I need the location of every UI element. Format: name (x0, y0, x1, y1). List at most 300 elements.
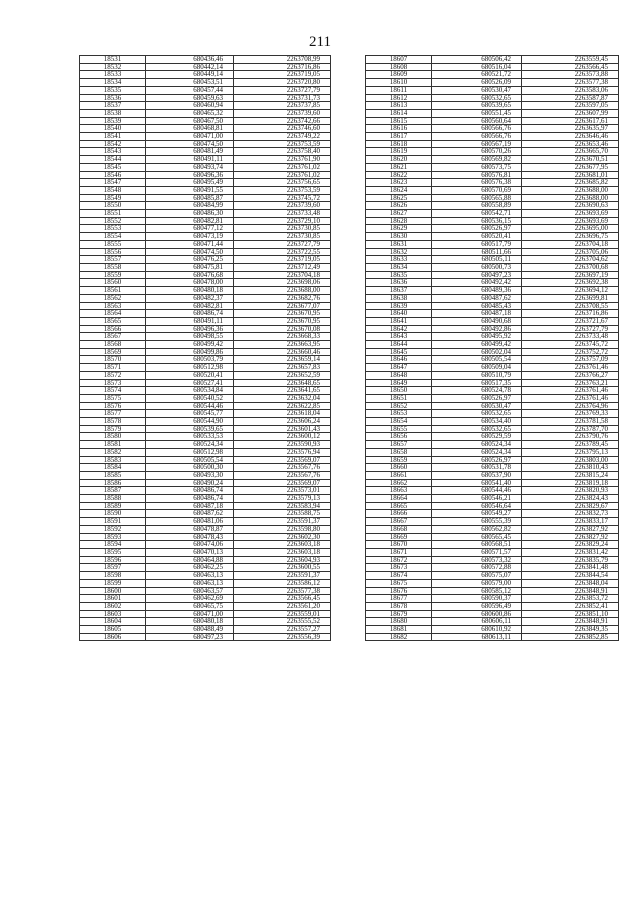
x-coordinate-cell: 680490,24 (146, 479, 234, 487)
y-coordinate-cell: 2263590,93 (234, 441, 331, 449)
x-coordinate-cell: 680524,34 (432, 448, 522, 456)
point-number-cell: 18557 (80, 256, 146, 264)
table-row (366, 572, 619, 580)
point-number-cell: 18582 (80, 448, 146, 456)
x-coordinate-cell: 680551,45 (432, 109, 522, 117)
y-coordinate-cell: 2263567,76 (234, 471, 331, 479)
table-row (80, 464, 331, 472)
y-coordinate-cell: 2263753,59 (234, 186, 331, 194)
point-number-cell: 18656 (366, 433, 432, 441)
x-coordinate-cell: 680532,65 (432, 94, 522, 102)
x-coordinate-cell: 680576,38 (432, 179, 522, 187)
table-row (80, 525, 331, 533)
x-coordinate-cell: 680541,40 (432, 479, 522, 487)
table-row (80, 333, 331, 341)
table-row (80, 549, 331, 557)
point-number-cell: 18644 (366, 341, 432, 349)
x-coordinate-cell: 680463,13 (146, 579, 234, 587)
y-coordinate-cell: 2263668,33 (234, 333, 331, 341)
y-coordinate-cell: 2263819,18 (522, 479, 619, 487)
point-number-cell: 18597 (80, 564, 146, 572)
point-number-cell: 18674 (366, 572, 432, 580)
x-coordinate-cell: 680575,07 (432, 572, 522, 580)
y-coordinate-cell: 2263827,92 (522, 525, 619, 533)
x-coordinate-cell: 680532,65 (432, 425, 522, 433)
point-number-cell: 18668 (366, 525, 432, 533)
y-coordinate-cell: 2263588,75 (234, 510, 331, 518)
point-number-cell: 18574 (80, 387, 146, 395)
x-coordinate-cell: 680500,73 (432, 263, 522, 271)
point-number-cell: 18621 (366, 163, 432, 171)
point-number-cell: 18550 (80, 202, 146, 210)
x-coordinate-cell: 680467,50 (146, 117, 234, 125)
table-row (80, 294, 331, 302)
x-coordinate-cell: 680476,25 (146, 256, 234, 264)
point-number-cell: 18531 (80, 56, 146, 64)
x-coordinate-cell: 680496,36 (146, 325, 234, 333)
y-coordinate-cell: 2263569,07 (234, 456, 331, 464)
point-number-cell: 18654 (366, 418, 432, 426)
y-coordinate-cell: 2263603,18 (234, 549, 331, 557)
point-number-cell: 18637 (366, 287, 432, 295)
point-number-cell: 18670 (366, 541, 432, 549)
point-number-cell: 18540 (80, 125, 146, 133)
table-row (366, 109, 619, 117)
table-row (366, 171, 619, 179)
point-number-cell: 18681 (366, 626, 432, 634)
y-coordinate-cell: 2263688,00 (234, 287, 331, 295)
y-coordinate-cell: 2263573,01 (234, 487, 331, 495)
x-coordinate-cell: 680491,11 (146, 317, 234, 325)
x-coordinate-cell: 680497,23 (432, 271, 522, 279)
x-coordinate-cell: 680572,88 (432, 564, 522, 572)
point-number-cell: 18643 (366, 333, 432, 341)
point-number-cell: 18588 (80, 495, 146, 503)
point-number-cell: 18555 (80, 240, 146, 248)
x-coordinate-cell: 680570,69 (432, 186, 522, 194)
y-coordinate-cell: 2263670,08 (234, 325, 331, 333)
table-row (80, 410, 331, 418)
y-coordinate-cell: 2263824,43 (522, 495, 619, 503)
y-coordinate-cell: 2263561,20 (234, 602, 331, 610)
table-row (80, 310, 331, 318)
table-row (366, 356, 619, 364)
y-coordinate-cell: 2263690,63 (522, 202, 619, 210)
table-row (366, 394, 619, 402)
y-coordinate-cell: 2263663,95 (234, 341, 331, 349)
point-number-cell: 18629 (366, 225, 432, 233)
point-number-cell: 18673 (366, 564, 432, 572)
y-coordinate-cell: 2263720,80 (234, 79, 331, 87)
table-row (80, 433, 331, 441)
x-coordinate-cell: 680568,51 (432, 541, 522, 549)
point-number-cell: 18575 (80, 394, 146, 402)
x-coordinate-cell: 680463,57 (146, 587, 234, 595)
table-row (366, 556, 619, 564)
table-row (80, 210, 331, 218)
table-row (80, 225, 331, 233)
table-row (366, 495, 619, 503)
x-coordinate-cell: 680566,76 (432, 133, 522, 141)
x-coordinate-cell: 680482,81 (146, 217, 234, 225)
y-coordinate-cell: 2263569,07 (234, 479, 331, 487)
table-row (366, 125, 619, 133)
y-coordinate-cell: 2263618,04 (234, 410, 331, 418)
point-number-cell: 18678 (366, 602, 432, 610)
x-coordinate-cell: 680517,35 (432, 379, 522, 387)
x-coordinate-cell: 680565,45 (432, 533, 522, 541)
table-row (80, 79, 331, 87)
x-coordinate-cell: 680484,99 (146, 202, 234, 210)
x-coordinate-cell: 680493,30 (146, 471, 234, 479)
y-coordinate-cell: 2263781,58 (522, 418, 619, 426)
table-row (80, 572, 331, 580)
y-coordinate-cell: 2263719,05 (234, 256, 331, 264)
x-coordinate-cell: 680505,54 (432, 356, 522, 364)
x-coordinate-cell: 680442,14 (146, 63, 234, 71)
y-coordinate-cell: 2263694,12 (522, 287, 619, 295)
point-number-cell: 18563 (80, 302, 146, 310)
y-coordinate-cell: 2263746,60 (234, 125, 331, 133)
point-number-cell: 18532 (80, 63, 146, 71)
table-row (80, 148, 331, 156)
point-number-cell: 18558 (80, 263, 146, 271)
x-coordinate-cell: 680497,23 (146, 633, 234, 641)
x-coordinate-cell: 680571,57 (432, 549, 522, 557)
x-coordinate-cell: 680476,68 (146, 271, 234, 279)
point-number-cell: 18606 (80, 633, 146, 641)
point-number-cell: 18546 (80, 171, 146, 179)
point-number-cell: 18547 (80, 179, 146, 187)
x-coordinate-cell: 680566,76 (432, 125, 522, 133)
x-coordinate-cell: 680485,87 (146, 194, 234, 202)
point-number-cell: 18565 (80, 317, 146, 325)
y-coordinate-cell: 2263576,94 (234, 448, 331, 456)
x-coordinate-cell: 680509,04 (432, 364, 522, 372)
table-row (366, 310, 619, 318)
table-row (366, 502, 619, 510)
table-row (80, 626, 331, 634)
y-coordinate-cell: 2263742,66 (234, 117, 331, 125)
y-coordinate-cell: 2263557,27 (234, 626, 331, 634)
point-number-cell: 18578 (80, 418, 146, 426)
point-number-cell: 18589 (80, 502, 146, 510)
table-row (80, 510, 331, 518)
y-coordinate-cell: 2263693,69 (522, 210, 619, 218)
y-coordinate-cell: 2263722,55 (234, 248, 331, 256)
table-row (366, 294, 619, 302)
x-coordinate-cell: 680570,26 (432, 148, 522, 156)
y-coordinate-cell: 2263652,59 (234, 371, 331, 379)
table-row (366, 626, 619, 634)
table-row (80, 487, 331, 495)
table-row (366, 433, 619, 441)
x-coordinate-cell: 680534,84 (146, 387, 234, 395)
table-row (366, 518, 619, 526)
table-row (366, 633, 619, 641)
y-coordinate-cell: 2263695,00 (522, 225, 619, 233)
point-number-cell: 18619 (366, 148, 432, 156)
x-coordinate-cell: 680471,00 (146, 610, 234, 618)
point-number-cell: 18630 (366, 233, 432, 241)
x-coordinate-cell: 680526,97 (432, 394, 522, 402)
table-row (366, 79, 619, 87)
y-coordinate-cell: 2263832,73 (522, 510, 619, 518)
table-row (366, 202, 619, 210)
coordinates-table-right (365, 55, 619, 641)
x-coordinate-cell: 680600,86 (432, 610, 522, 618)
y-coordinate-cell: 2263600,12 (234, 433, 331, 441)
point-number-cell: 18631 (366, 240, 432, 248)
point-number-cell: 18554 (80, 233, 146, 241)
x-coordinate-cell: 680544,46 (432, 487, 522, 495)
point-number-cell: 18666 (366, 510, 432, 518)
x-coordinate-cell: 680558,89 (432, 202, 522, 210)
y-coordinate-cell: 2263555,52 (234, 618, 331, 626)
y-coordinate-cell: 2263848,91 (522, 618, 619, 626)
point-number-cell: 18579 (80, 425, 146, 433)
x-coordinate-cell: 680516,04 (432, 63, 522, 71)
x-coordinate-cell: 680477,12 (146, 225, 234, 233)
y-coordinate-cell: 2263635,97 (522, 125, 619, 133)
y-coordinate-cell: 2263731,73 (234, 94, 331, 102)
point-number-cell: 18543 (80, 148, 146, 156)
table-row (80, 418, 331, 426)
y-coordinate-cell: 2263603,18 (234, 541, 331, 549)
y-coordinate-cell: 2263700,68 (522, 263, 619, 271)
point-number-cell: 18679 (366, 610, 432, 618)
x-coordinate-cell: 680590,37 (432, 595, 522, 603)
y-coordinate-cell: 2263841,48 (522, 564, 619, 572)
table-row (80, 610, 331, 618)
table-row (80, 387, 331, 395)
table-row (366, 371, 619, 379)
x-coordinate-cell: 680537,90 (432, 471, 522, 479)
point-number-cell: 18577 (80, 410, 146, 418)
table-row (366, 602, 619, 610)
table-row (80, 233, 331, 241)
point-number-cell: 18581 (80, 441, 146, 449)
x-coordinate-cell: 680474,50 (146, 248, 234, 256)
point-number-cell: 18618 (366, 140, 432, 148)
x-coordinate-cell: 680512,98 (146, 448, 234, 456)
y-coordinate-cell: 2263753,59 (234, 140, 331, 148)
table-row (366, 94, 619, 102)
x-coordinate-cell: 680569,82 (432, 156, 522, 164)
x-coordinate-cell: 680530,47 (432, 86, 522, 94)
x-coordinate-cell: 680542,71 (432, 210, 522, 218)
x-coordinate-cell: 680530,47 (432, 402, 522, 410)
x-coordinate-cell: 680487,62 (146, 510, 234, 518)
x-coordinate-cell: 680549,27 (432, 510, 522, 518)
x-coordinate-cell: 680462,69 (146, 595, 234, 603)
point-number-cell: 18549 (80, 194, 146, 202)
y-coordinate-cell: 2263586,12 (234, 579, 331, 587)
y-coordinate-cell: 2263833,17 (522, 518, 619, 526)
y-coordinate-cell: 2263795,13 (522, 448, 619, 456)
y-coordinate-cell: 2263696,75 (522, 233, 619, 241)
x-coordinate-cell: 680457,44 (146, 86, 234, 94)
y-coordinate-cell: 2263579,13 (234, 495, 331, 503)
x-coordinate-cell: 680470,13 (146, 549, 234, 557)
table-row (80, 140, 331, 148)
y-coordinate-cell: 2263835,79 (522, 556, 619, 564)
table-row (80, 86, 331, 94)
x-coordinate-cell: 680532,65 (432, 410, 522, 418)
table-row (366, 379, 619, 387)
point-number-cell: 18552 (80, 217, 146, 225)
x-coordinate-cell: 680463,13 (146, 572, 234, 580)
table-row (366, 140, 619, 148)
x-coordinate-cell: 680453,51 (146, 79, 234, 87)
table-row (80, 348, 331, 356)
table-row (80, 94, 331, 102)
table-row (366, 425, 619, 433)
point-number-cell: 18562 (80, 294, 146, 302)
y-coordinate-cell: 2263677,07 (234, 302, 331, 310)
table-row (80, 495, 331, 503)
point-number-cell: 18658 (366, 448, 432, 456)
x-coordinate-cell: 680573,32 (432, 556, 522, 564)
x-coordinate-cell: 680474,06 (146, 541, 234, 549)
table-row (366, 549, 619, 557)
table-row (80, 448, 331, 456)
table-row (366, 248, 619, 256)
table-row (80, 63, 331, 71)
table-row (80, 302, 331, 310)
y-coordinate-cell: 2263761,02 (234, 171, 331, 179)
table-row (366, 448, 619, 456)
y-coordinate-cell: 2263559,01 (234, 610, 331, 618)
point-number-cell: 18591 (80, 518, 146, 526)
point-number-cell: 18545 (80, 163, 146, 171)
y-coordinate-cell: 2263829,67 (522, 502, 619, 510)
point-number-cell: 18568 (80, 341, 146, 349)
x-coordinate-cell: 680520,41 (432, 233, 522, 241)
table-row (366, 148, 619, 156)
table-row (80, 633, 331, 641)
table-row (366, 179, 619, 187)
x-coordinate-cell: 680482,37 (146, 294, 234, 302)
table-row (80, 502, 331, 510)
x-coordinate-cell: 680579,00 (432, 579, 522, 587)
x-coordinate-cell: 680499,86 (146, 348, 234, 356)
table-row (366, 63, 619, 71)
table-row (366, 610, 619, 618)
table-row (366, 487, 619, 495)
y-coordinate-cell: 2263730,85 (234, 233, 331, 241)
point-number-cell: 18573 (80, 379, 146, 387)
point-number-cell: 18652 (366, 402, 432, 410)
table-row (80, 317, 331, 325)
x-coordinate-cell: 680491,55 (146, 186, 234, 194)
point-number-cell: 18638 (366, 294, 432, 302)
y-coordinate-cell: 2263827,92 (522, 533, 619, 541)
x-coordinate-cell: 680499,42 (432, 341, 522, 349)
point-number-cell: 18566 (80, 325, 146, 333)
point-number-cell: 18671 (366, 549, 432, 557)
point-number-cell: 18590 (80, 510, 146, 518)
point-number-cell: 18663 (366, 487, 432, 495)
x-coordinate-cell: 680499,42 (146, 341, 234, 349)
table-row (80, 579, 331, 587)
point-number-cell: 18624 (366, 186, 432, 194)
x-coordinate-cell: 680510,79 (432, 371, 522, 379)
x-coordinate-cell: 680539,65 (146, 425, 234, 433)
y-coordinate-cell: 2263787,70 (522, 425, 619, 433)
y-coordinate-cell: 2263737,85 (234, 102, 331, 110)
y-coordinate-cell: 2263739,60 (234, 109, 331, 117)
point-number-cell: 18580 (80, 433, 146, 441)
point-number-cell: 18533 (80, 71, 146, 79)
point-number-cell: 18639 (366, 302, 432, 310)
table-row (366, 402, 619, 410)
point-number-cell: 18544 (80, 156, 146, 164)
y-coordinate-cell: 2263604,93 (234, 556, 331, 564)
table-row (80, 256, 331, 264)
table-row (80, 595, 331, 603)
table-row (366, 325, 619, 333)
x-coordinate-cell: 680481,49 (146, 148, 234, 156)
table-row (366, 256, 619, 264)
point-number-cell: 18607 (366, 56, 432, 64)
y-coordinate-cell: 2263659,14 (234, 356, 331, 364)
table-row (366, 210, 619, 218)
y-coordinate-cell: 2263852,41 (522, 602, 619, 610)
table-row (80, 541, 331, 549)
x-coordinate-cell: 680524,34 (432, 441, 522, 449)
y-coordinate-cell: 2263559,45 (522, 56, 619, 64)
y-coordinate-cell: 2263591,37 (234, 518, 331, 526)
point-number-cell: 18569 (80, 348, 146, 356)
x-coordinate-cell: 680562,82 (432, 525, 522, 533)
point-number-cell: 18614 (366, 109, 432, 117)
table-row (80, 564, 331, 572)
y-coordinate-cell: 2263681,01 (522, 171, 619, 179)
point-number-cell: 18635 (366, 271, 432, 279)
table-row (366, 525, 619, 533)
x-coordinate-cell: 680545,77 (146, 410, 234, 418)
point-number-cell: 18572 (80, 371, 146, 379)
table-row (80, 240, 331, 248)
y-coordinate-cell: 2263727,79 (522, 325, 619, 333)
table-row (366, 156, 619, 164)
table-row (80, 202, 331, 210)
y-coordinate-cell: 2263844,54 (522, 572, 619, 580)
x-coordinate-cell: 680481,06 (146, 518, 234, 526)
table-row (80, 471, 331, 479)
x-coordinate-cell: 680436,46 (146, 56, 234, 64)
y-coordinate-cell: 2263648,65 (234, 379, 331, 387)
x-coordinate-cell: 680534,40 (432, 418, 522, 426)
point-number-cell: 18592 (80, 525, 146, 533)
point-number-cell: 18676 (366, 587, 432, 595)
table-row (366, 418, 619, 426)
x-coordinate-cell: 680487,62 (432, 294, 522, 302)
x-coordinate-cell: 680613,11 (432, 633, 522, 641)
y-coordinate-cell: 2263757,09 (522, 356, 619, 364)
x-coordinate-cell: 680610,92 (432, 626, 522, 634)
x-coordinate-cell: 680540,52 (146, 394, 234, 402)
table-row (366, 71, 619, 79)
y-coordinate-cell: 2263670,51 (522, 156, 619, 164)
y-coordinate-cell: 2263764,96 (522, 402, 619, 410)
y-coordinate-cell: 2263766,27 (522, 371, 619, 379)
y-coordinate-cell: 2263831,42 (522, 549, 619, 557)
x-coordinate-cell: 680475,81 (146, 263, 234, 271)
y-coordinate-cell: 2263704,18 (234, 271, 331, 279)
x-coordinate-cell: 680520,41 (146, 371, 234, 379)
